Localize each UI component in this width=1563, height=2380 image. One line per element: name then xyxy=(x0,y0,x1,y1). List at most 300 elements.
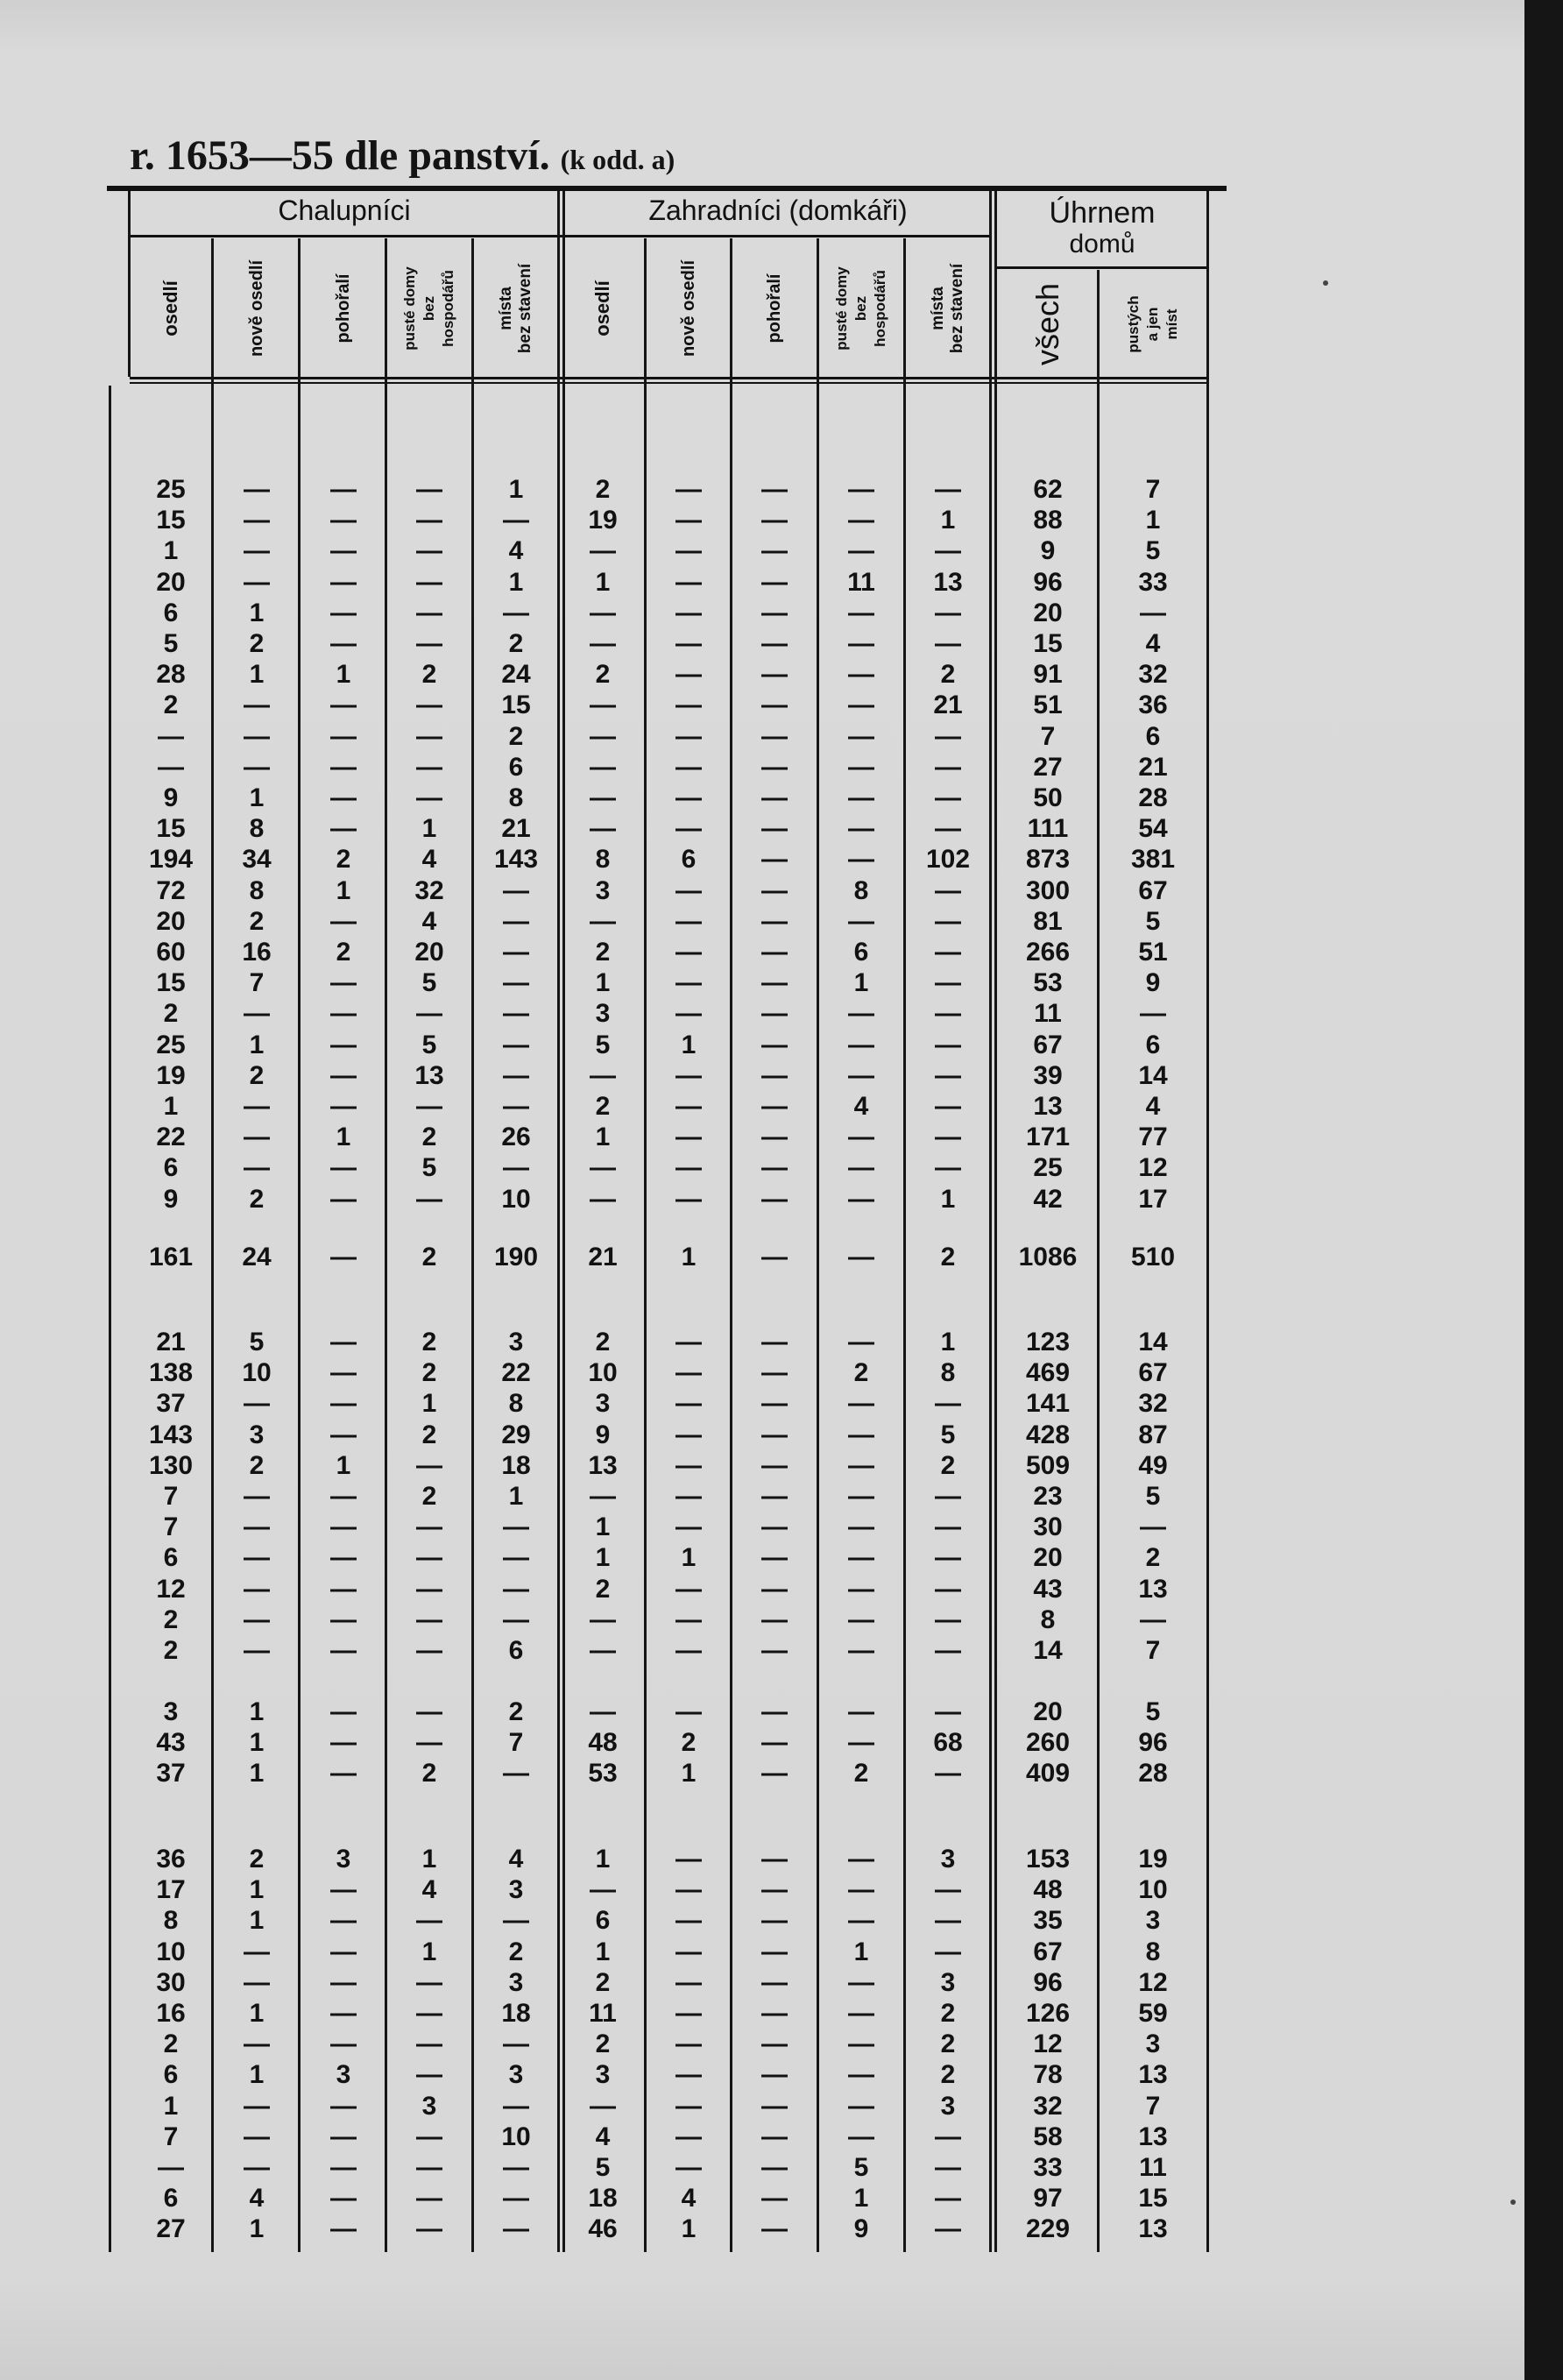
table-cell: — xyxy=(590,598,616,627)
table-cell: — xyxy=(244,1153,270,1183)
table-cell: — xyxy=(675,2029,702,2059)
table-cell: — xyxy=(330,1328,357,1356)
table-cell: 3 xyxy=(508,2060,524,2090)
table-cell: 30 xyxy=(1033,1512,1063,1542)
table-cell: 1 xyxy=(853,2184,869,2214)
table-cell: 1 xyxy=(336,660,351,690)
table-cell: — xyxy=(244,2091,270,2121)
table-cell: 6 xyxy=(163,1543,179,1573)
table-cell: 68 xyxy=(933,1728,963,1758)
table-cell: — xyxy=(675,536,702,566)
table-cell: — xyxy=(675,1328,702,1356)
table-cell: 3 xyxy=(595,999,611,1029)
table-cell: 1 xyxy=(681,1030,697,1059)
table-cell: — xyxy=(675,1574,702,1604)
table-cell: 43 xyxy=(1033,1574,1063,1604)
table-cell: 8 xyxy=(508,783,524,812)
table-cell: — xyxy=(244,1482,270,1511)
table-cell: — xyxy=(761,1574,788,1604)
table-cell: — xyxy=(330,629,357,658)
table-cell: 15 xyxy=(501,691,531,720)
table-cell: 126 xyxy=(1025,1999,1071,2028)
table-cell: — xyxy=(675,691,702,720)
table-cell: 141 xyxy=(1025,1389,1071,1419)
table-cell: — xyxy=(848,906,874,936)
table-cell: — xyxy=(590,1604,616,1634)
table-cell: 1 xyxy=(336,875,351,905)
table-cell: 7 xyxy=(163,1512,179,1542)
table-cell: — xyxy=(244,1092,270,1121)
table-cell: — xyxy=(761,999,788,1029)
table-cell: 11 xyxy=(1139,2153,1167,2182)
table-cell: — xyxy=(244,2121,270,2151)
table-cell: — xyxy=(761,845,788,875)
table-cell: 6 xyxy=(681,845,697,875)
table-cell: 5 xyxy=(421,1030,437,1059)
table-cell: — xyxy=(935,536,961,566)
table-cell: — xyxy=(503,1906,529,1936)
table-cell: 1 xyxy=(508,475,524,504)
table-cell: 2 xyxy=(508,629,524,658)
table-cell: — xyxy=(935,906,961,936)
table-cell: 67 xyxy=(1138,875,1168,905)
column-header-label: nově osedlí xyxy=(679,259,698,358)
table-cell: 2 xyxy=(595,938,611,967)
table-cell: 229 xyxy=(1025,2214,1071,2244)
group-header-chalupnici: Chalupníci xyxy=(278,195,411,226)
table-cell: 1 xyxy=(163,2091,179,2121)
table-cell: — xyxy=(503,1543,529,1573)
table-cell: 5 xyxy=(1145,1697,1161,1726)
table-cell: — xyxy=(848,1636,874,1665)
table-cell: 2 xyxy=(595,1328,611,1356)
table-cell: — xyxy=(416,536,442,566)
table-cell: 6 xyxy=(1145,721,1161,751)
table-cell: 3 xyxy=(249,1420,265,1449)
table-cell: — xyxy=(848,1420,874,1449)
table-cell: 2 xyxy=(249,1845,265,1874)
table-cell: — xyxy=(330,1604,357,1634)
table-cell: 13 xyxy=(588,1450,618,1480)
table-cell: — xyxy=(935,598,961,627)
table-cell: 300 xyxy=(1025,875,1071,905)
table-cell: 2 xyxy=(595,1967,611,1997)
table-cell: 2 xyxy=(421,1123,437,1152)
table-cell: 3 xyxy=(940,2091,956,2121)
table-cell: 15 xyxy=(1138,2184,1168,2214)
column-header-label: místa bez stavení xyxy=(497,263,534,354)
column-header-5 xyxy=(474,242,558,375)
table-cell: — xyxy=(935,1604,961,1634)
table-cell: — xyxy=(590,1153,616,1183)
table-cell: 33 xyxy=(1138,567,1168,597)
table-cell: 2 xyxy=(336,938,351,967)
table-cell: — xyxy=(935,1512,961,1542)
table-cell: — xyxy=(1140,598,1166,627)
table-cell: — xyxy=(590,1875,616,1905)
table-cell: — xyxy=(590,536,616,566)
table-cell: 1 xyxy=(595,1512,611,1542)
table-cell: 1 xyxy=(595,1123,611,1152)
table-cell: 14 xyxy=(1033,1636,1063,1665)
table-cell: — xyxy=(761,1845,788,1874)
table-cell: 28 xyxy=(156,660,186,690)
table-cell: 4 xyxy=(508,536,524,566)
table-cell: 2 xyxy=(940,1450,956,1480)
table-cell: 20 xyxy=(156,906,186,936)
table-cell: 2 xyxy=(421,1243,437,1271)
table-cell: — xyxy=(330,1512,357,1542)
table-cell: — xyxy=(503,1030,529,1059)
table-cell: — xyxy=(416,1543,442,1573)
table-cell: 1 xyxy=(508,1482,524,1511)
table-cell: — xyxy=(935,1123,961,1152)
table-cell: 1 xyxy=(421,1937,437,1966)
table-cell: — xyxy=(761,629,788,658)
table-cell: 12 xyxy=(1138,1153,1168,1183)
table-cell: 6 xyxy=(595,1906,611,1936)
table-cell: — xyxy=(1140,999,1166,1029)
table-cell: 29 xyxy=(501,1420,531,1449)
table-cell: — xyxy=(761,598,788,627)
table-cell: — xyxy=(761,1636,788,1665)
table-cell: — xyxy=(416,1604,442,1634)
table-cell: — xyxy=(330,1697,357,1726)
table-cell: 2 xyxy=(421,660,437,690)
table-cell: — xyxy=(935,875,961,905)
table-cell: — xyxy=(935,475,961,504)
table-cell: 409 xyxy=(1025,1759,1071,1789)
column-header-6 xyxy=(562,242,643,375)
table-cell: 96 xyxy=(1138,1728,1168,1758)
table-top-rule xyxy=(107,186,1227,191)
table-cell: — xyxy=(590,691,616,720)
table-cell: 123 xyxy=(1025,1328,1071,1356)
table-cell: 5 xyxy=(1145,906,1161,936)
table-cell: 2 xyxy=(595,1092,611,1121)
table-cell: 1 xyxy=(421,814,437,844)
table-cell: — xyxy=(416,1906,442,1936)
table-cell: — xyxy=(675,2060,702,2090)
table-cell: — xyxy=(848,1543,874,1573)
table-cell: — xyxy=(244,2153,270,2182)
table-cell: — xyxy=(330,721,357,751)
table-cell: 1 xyxy=(249,660,265,690)
table-cell: — xyxy=(244,2029,270,2059)
table-cell: 5 xyxy=(1145,1482,1161,1511)
table-cell: 7 xyxy=(508,1728,524,1758)
table-cell: 4 xyxy=(853,1092,869,1121)
table-cell: — xyxy=(416,2214,442,2244)
table-cell: — xyxy=(761,1328,788,1356)
table-cell: — xyxy=(416,1728,442,1758)
table-cell: — xyxy=(935,1092,961,1121)
table-cell: 10 xyxy=(156,1937,186,1966)
table-cell: 9 xyxy=(595,1420,611,1449)
table-cell: 88 xyxy=(1033,506,1063,535)
column-header-label: místa bez stavení xyxy=(929,263,966,354)
table-cell: 2 xyxy=(508,1937,524,1966)
column-header-rule-2 xyxy=(130,382,1209,384)
table-cell: — xyxy=(244,567,270,597)
table-cell: 6 xyxy=(163,1153,179,1183)
table-cell: — xyxy=(330,1030,357,1059)
table-cell: — xyxy=(416,1697,442,1726)
column-header-4 xyxy=(387,242,471,375)
table-cell: — xyxy=(935,2214,961,2244)
table-cell: 13 xyxy=(933,567,963,597)
table-cell: — xyxy=(761,814,788,844)
table-cell: 143 xyxy=(493,845,539,875)
table-cell: 1 xyxy=(595,567,611,597)
table-cell: 10 xyxy=(501,1184,531,1214)
table-cell: 1 xyxy=(940,1184,956,1214)
table-cell: 3 xyxy=(595,2060,611,2090)
table-cell: — xyxy=(675,1937,702,1966)
table-cell: 1 xyxy=(681,2214,697,2244)
table-cell: — xyxy=(675,475,702,504)
table-cell: 1 xyxy=(249,1759,265,1789)
table-cell: 8 xyxy=(853,875,869,905)
table-cell: — xyxy=(848,1060,874,1090)
table-cell: 3 xyxy=(336,1845,351,1874)
table-cell: — xyxy=(330,999,357,1029)
table-cell: 5 xyxy=(421,968,437,998)
table-cell: 5 xyxy=(595,2153,611,2182)
table-cell: — xyxy=(675,906,702,936)
table-cell: — xyxy=(416,1967,442,1997)
table-cell: 7 xyxy=(1145,2091,1161,2121)
table-cell: — xyxy=(848,629,874,658)
table-cell: 7 xyxy=(163,2121,179,2151)
table-cell: — xyxy=(416,691,442,720)
table-cell: 32 xyxy=(1138,1389,1168,1419)
table-cell: 2 xyxy=(421,1328,437,1356)
table-cell: 8 xyxy=(249,814,265,844)
table-cell: 1 xyxy=(853,968,869,998)
table-cell: 25 xyxy=(156,475,186,504)
table-cell: — xyxy=(761,1060,788,1090)
table-cell: 2 xyxy=(508,721,524,751)
table-cell: — xyxy=(935,1759,961,1789)
table-cell: — xyxy=(244,1123,270,1152)
table-cell: 1 xyxy=(249,598,265,627)
table-cell: — xyxy=(330,2153,357,2182)
table-cell: 34 xyxy=(242,845,272,875)
table-cell: — xyxy=(675,629,702,658)
table-cell: 13 xyxy=(1033,1092,1063,1121)
table-cell: — xyxy=(761,752,788,782)
table-cell: — xyxy=(675,721,702,751)
table-cell: — xyxy=(848,1604,874,1634)
table-cell: — xyxy=(244,506,270,535)
table-cell: 20 xyxy=(1033,598,1063,627)
table-cell: — xyxy=(416,475,442,504)
table-cell: — xyxy=(503,1604,529,1634)
table-cell: — xyxy=(675,1697,702,1726)
table-cell: 2 xyxy=(421,1420,437,1449)
table-cell: — xyxy=(675,1450,702,1480)
table-cell: 1 xyxy=(595,1937,611,1966)
uhrnem-header-rule xyxy=(997,266,1209,269)
table-cell: 1 xyxy=(163,536,179,566)
table-cell: — xyxy=(761,1759,788,1789)
table-cell: 27 xyxy=(1033,752,1063,782)
table-cell: — xyxy=(935,721,961,751)
table-cell: — xyxy=(761,1358,788,1388)
table-cell: 87 xyxy=(1138,1420,1168,1449)
table-cell: 9 xyxy=(1040,536,1056,566)
table-cell: 20 xyxy=(156,567,186,597)
table-cell: 96 xyxy=(1033,567,1063,597)
table-cell: 1 xyxy=(249,1697,265,1726)
table-cell: — xyxy=(416,1574,442,1604)
table-cell: — xyxy=(675,1999,702,2028)
table-cell: 260 xyxy=(1025,1728,1071,1758)
table-cell: 22 xyxy=(501,1358,531,1388)
table-cell: — xyxy=(675,1358,702,1388)
table-cell: — xyxy=(330,691,357,720)
table-cell: 60 xyxy=(156,938,186,967)
table-cell: 4 xyxy=(508,1845,524,1874)
table-cell: — xyxy=(761,783,788,812)
table-cell: — xyxy=(848,814,874,844)
table-cell: 12 xyxy=(1138,1967,1168,1997)
table-cell: — xyxy=(675,938,702,967)
table-cell: 6 xyxy=(163,2060,179,2090)
table-cell: — xyxy=(848,691,874,720)
table-cell: — xyxy=(244,1967,270,1997)
table-cell: — xyxy=(935,1389,961,1419)
table-cell: 13 xyxy=(1138,2121,1168,2151)
table-cell: 1 xyxy=(249,1906,265,1936)
table-cell: — xyxy=(848,1389,874,1419)
table-cell: 30 xyxy=(156,1967,186,1997)
column-header-label: pohořalí xyxy=(334,273,353,344)
table-cell: — xyxy=(761,1906,788,1936)
table-cell: — xyxy=(761,721,788,751)
table-cell: — xyxy=(935,1030,961,1059)
table-cell: 1 xyxy=(421,1845,437,1874)
table-cell: 8 xyxy=(1040,1604,1056,1634)
table-cell: — xyxy=(503,2029,529,2059)
table-cell: — xyxy=(848,536,874,566)
table-cell: — xyxy=(935,814,961,844)
table-cell: 27 xyxy=(156,2214,186,2244)
table-cell: — xyxy=(761,2060,788,2090)
table-cell: 2 xyxy=(595,2029,611,2059)
table-cell: 96 xyxy=(1033,1967,1063,1997)
table-cell: — xyxy=(590,1482,616,1511)
table-cell: 1 xyxy=(595,1845,611,1874)
table-cell: — xyxy=(935,2121,961,2151)
table-cell: 428 xyxy=(1025,1420,1071,1449)
table-cell: 7 xyxy=(1040,721,1056,751)
title-note: (k odd. a) xyxy=(560,144,675,175)
table-cell: 2 xyxy=(421,1482,437,1511)
table-cell: — xyxy=(675,1420,702,1449)
group-header-rule xyxy=(130,235,990,237)
column-header-label: všech xyxy=(1029,282,1065,366)
table-cell: — xyxy=(848,1328,874,1356)
table-cell: — xyxy=(935,999,961,1029)
table-cell: 1 xyxy=(249,1728,265,1758)
table-cell: — xyxy=(848,475,874,504)
table-cell: — xyxy=(330,1358,357,1388)
table-cell: — xyxy=(675,999,702,1029)
table-cell: — xyxy=(675,1636,702,1665)
table-cell: — xyxy=(935,2184,961,2214)
table-cell: 2 xyxy=(940,660,956,690)
table-cell: 2 xyxy=(595,1574,611,1604)
table-cell: — xyxy=(330,2121,357,2151)
table-cell: 1 xyxy=(336,1450,351,1480)
table-right-rule xyxy=(1206,191,1209,2252)
table-cell: 102 xyxy=(925,845,971,875)
table-cell: 6 xyxy=(1145,1030,1161,1059)
table-left-rule-body xyxy=(109,386,111,2252)
table-cell: — xyxy=(244,475,270,504)
column-header-7 xyxy=(647,242,731,375)
table-cell: 4 xyxy=(595,2121,611,2151)
table-cell: — xyxy=(330,598,357,627)
table-cell: 67 xyxy=(1033,1030,1063,1059)
table-cell: — xyxy=(761,1420,788,1449)
table-cell: — xyxy=(675,1512,702,1542)
table-cell: 17 xyxy=(156,1875,186,1905)
table-cell: 2 xyxy=(249,1184,265,1214)
speck xyxy=(1323,280,1328,286)
table-cell: — xyxy=(503,1512,529,1542)
table-cell: 39 xyxy=(1033,1060,1063,1090)
table-cell: — xyxy=(330,1420,357,1449)
table-cell: 24 xyxy=(242,1243,272,1271)
table-cell: — xyxy=(848,1512,874,1542)
table-cell: — xyxy=(244,1389,270,1419)
table-cell: 42 xyxy=(1033,1184,1063,1214)
table-cell: — xyxy=(330,1967,357,1997)
table-cell: — xyxy=(675,752,702,782)
table-cell: — xyxy=(761,1967,788,1997)
table-cell: — xyxy=(330,814,357,844)
table-cell: — xyxy=(935,1060,961,1090)
table-cell: — xyxy=(761,1184,788,1214)
table-cell: 15 xyxy=(1033,629,1063,658)
table-cell: — xyxy=(761,2153,788,2182)
table-cell: — xyxy=(761,475,788,504)
table-cell: — xyxy=(503,2184,529,2214)
table-cell: — xyxy=(675,598,702,627)
table-cell: — xyxy=(675,783,702,812)
table-cell: — xyxy=(935,1937,961,1966)
table-cell: 4 xyxy=(249,2184,265,2214)
table-cell: 18 xyxy=(501,1999,531,2028)
table-cell: 25 xyxy=(156,1030,186,1059)
table-cell: — xyxy=(761,1243,788,1271)
table-cell: — xyxy=(330,506,357,535)
table-cell: — xyxy=(675,1845,702,1874)
table-cell: — xyxy=(590,906,616,936)
title-main: r. 1653—55 dle panství. xyxy=(130,132,550,179)
table-cell: — xyxy=(761,1153,788,1183)
table-cell: 3 xyxy=(595,1389,611,1419)
table-cell: 67 xyxy=(1138,1358,1168,1388)
table-cell: — xyxy=(935,1636,961,1665)
table-cell: 19 xyxy=(588,506,618,535)
table-cell: 171 xyxy=(1025,1123,1071,1152)
table-cell: — xyxy=(935,968,961,998)
table-cell: — xyxy=(848,660,874,690)
